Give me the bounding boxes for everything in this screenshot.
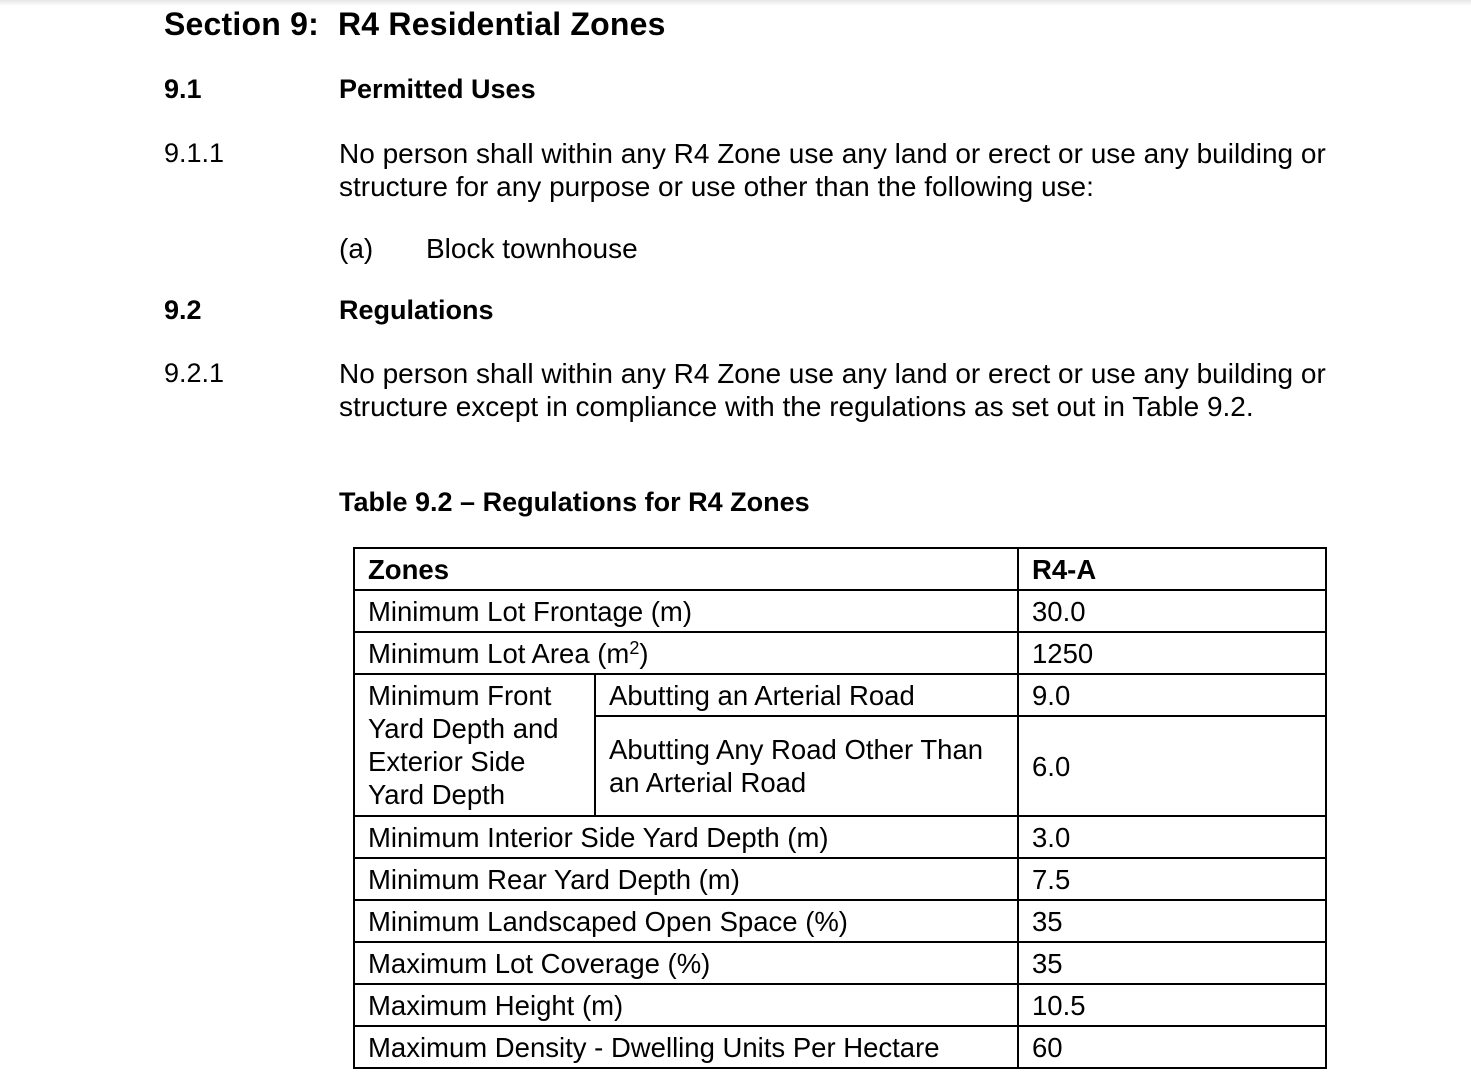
section-title <box>164 6 666 43</box>
header-label: Zones <box>354 548 1018 590</box>
clause-9-2-1-number: 9.2.1 <box>164 358 225 388</box>
row-label-superscript: 2 <box>629 637 640 658</box>
sub-row-value: 9.0 <box>1018 674 1326 716</box>
section-number: Section 9: <box>164 6 319 42</box>
sub-row-label: Abutting an Arterial Road <box>595 674 1018 716</box>
row-value: 7.5 <box>1018 858 1326 900</box>
clause-9-1-1-text: No person shall within any R4 Zone use any land or erect or use any building or structure for any purpose or use other than the following use: <box>339 138 1326 202</box>
row-label: Minimum Rear Yard Depth (m) <box>354 858 1018 900</box>
clause-9-2-1-text: No person shall within any R4 Zone use any land or erect or use any building or structure except in compliance with the regulations as set out in Table 9.2. <box>339 358 1326 422</box>
row-label: Minimum Interior Side Yard Depth (m) <box>354 816 1018 858</box>
row-label-suffix: ) <box>639 637 649 669</box>
clause-9-1-number: 9.1 <box>164 74 202 104</box>
row-value: 10.5 <box>1018 984 1326 1026</box>
row-label: Minimum Lot Frontage (m) <box>354 590 1018 632</box>
sub-row-value: 6.0 <box>1018 716 1326 816</box>
row-value: 35 <box>1018 900 1326 942</box>
row-value: 30.0 <box>1018 590 1326 632</box>
row-value: 3.0 <box>1018 816 1326 858</box>
table-header-row <box>354 548 1326 590</box>
list-item-text: Block townhouse <box>426 233 638 264</box>
clause-9-2-number: 9.2 <box>164 295 202 325</box>
table-row <box>354 858 1326 900</box>
row-label-text: Minimum Lot Area (m <box>368 637 630 669</box>
front-yard-label: Minimum Front Yard Depth and Exterior Side Yard Depth <box>354 674 595 816</box>
table-row <box>354 632 1326 674</box>
clause-9-1-1-number: 9.1.1 <box>164 138 225 168</box>
table-row <box>354 1026 1326 1068</box>
list-item-label: (a) <box>339 233 374 264</box>
row-label <box>354 632 1018 674</box>
header-zone: R4-A <box>1018 548 1326 590</box>
table-row <box>354 942 1326 984</box>
table-row <box>354 674 1326 716</box>
clause-9-1-heading: Permitted Uses <box>339 74 536 104</box>
row-label: Maximum Lot Coverage (%) <box>354 942 1018 984</box>
table-row <box>354 900 1326 942</box>
row-value: 35 <box>1018 942 1326 984</box>
row-value: 60 <box>1018 1026 1326 1068</box>
regulations-table <box>353 547 1327 1069</box>
row-label: Minimum Landscaped Open Space (%) <box>354 900 1018 942</box>
table-row <box>354 816 1326 858</box>
table-row <box>354 984 1326 1026</box>
table-row <box>354 590 1326 632</box>
row-value: 1250 <box>1018 632 1326 674</box>
sub-row-label: Abutting Any Road Other Than an Arterial Road <box>595 716 1018 816</box>
row-label: Maximum Density - Dwelling Units Per Hectare <box>354 1026 1018 1068</box>
row-label: Maximum Height (m) <box>354 984 1018 1026</box>
section-name: R4 Residential Zones <box>338 6 666 42</box>
table-caption: Table 9.2 – Regulations for R4 Zones <box>339 487 810 517</box>
clause-9-2-heading: Regulations <box>339 295 494 325</box>
